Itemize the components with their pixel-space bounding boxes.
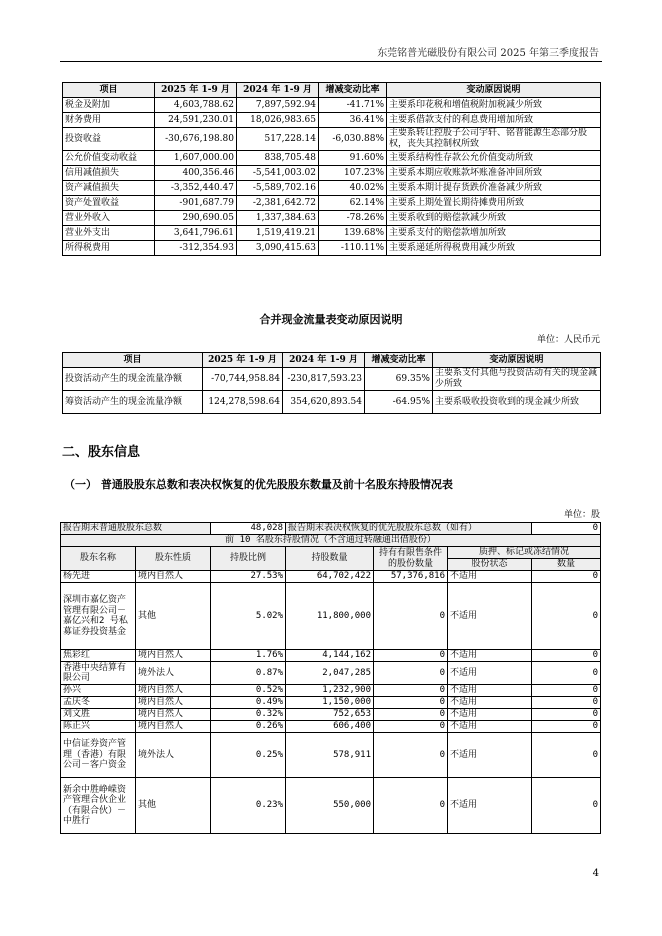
table-row [63,113,601,128]
holding-ratio: 0.26% [211,721,286,733]
holding-qty: 578,911 [286,733,374,778]
pledge-status: 不适用 [448,571,532,583]
row-label: 信用减值损失 [63,166,155,181]
restricted-qty: 0 [374,685,448,697]
change-reason: 主要系本期应收账款坏账准备冲回所致 [387,166,601,181]
summary-row [61,523,601,535]
shareholder-nature: 境内自然人 [136,685,211,697]
col-header-change-rate: 增减变动比率 [365,353,433,368]
cashflow-unit: 单位：人民币元 [536,335,600,345]
restricted-qty: 0 [374,697,448,709]
row-label: 投资收益 [63,128,155,151]
table-row [61,733,601,778]
table-row [61,685,601,697]
restricted-qty: 0 [374,662,448,685]
shareholder-nature: 其他 [136,583,211,650]
restricted-qty: 0 [374,733,448,778]
shareholder-name: 刘文胜 [61,709,136,721]
shareholder-name: 杨先进 [61,571,136,583]
value-2024: 1,337,384.63 [237,211,319,226]
holding-qty: 1,232,900 [286,685,374,697]
row-label: 资产处置收益 [63,196,155,211]
value-2024: -230,817,593.23 [283,368,365,391]
restricted-qty: 57,376,816 [374,571,448,583]
shareholders-unit: 单位：股 [563,510,600,520]
pledge-count: 0 [532,733,601,778]
shareholder-name: 深圳市嘉亿资产管理有限公司－嘉亿兴和2 号私募证券投资基金 [61,583,136,650]
section-subtitle: （一） 普通股股东总数和表决权恢复的优先股股东数量及前十名股东持股情况表 [64,478,453,491]
change-reason: 主要系收到的赔偿款减少所致 [387,211,601,226]
value-2024: -2,381,642.72 [237,196,319,211]
table-row [63,368,601,391]
col-header-qty: 持股数量 [286,547,374,571]
row-label: 资产减值损失 [63,181,155,196]
holding-ratio: 1.76% [211,650,286,662]
shareholder-nature: 境外法人 [136,733,211,778]
col-header-name: 股东名称 [61,547,136,571]
col-header-change-rate: 增减变动比率 [319,83,387,98]
restricted-qty: 0 [374,709,448,721]
table-row [63,391,601,414]
pledge-count: 0 [532,778,601,834]
pledge-count: 0 [532,650,601,662]
value-2025: 400,356.46 [155,166,237,181]
table-row [61,650,601,662]
col-header-pledge: 质押、标记或冻结情况 [448,547,601,559]
table-row [63,241,601,256]
row-label: 营业外支出 [63,226,155,241]
shareholder-nature: 境内自然人 [136,650,211,662]
table-header-row [61,547,601,559]
value-2024: 18,026,983.65 [237,113,319,128]
col-header-status: 股份状态 [448,559,532,571]
change-rate: -110.11% [319,241,387,256]
pledge-count: 0 [532,721,601,733]
holding-ratio: 0.49% [211,697,286,709]
value-2025: 1,607,000.00 [155,151,237,166]
table-header-row [63,353,601,368]
change-reason: 主要系转让控股子公司宇轩、铭普能源生态部分股权，丧失其控制权所致 [387,128,601,151]
change-reason: 主要系吸收投资收到的现金减少所致 [433,391,601,414]
table-row [63,128,601,151]
change-rate: 139.68% [319,226,387,241]
row-label: 税金及附加 [63,98,155,113]
change-rate: 36.41% [319,113,387,128]
shareholder-name: 孙兴 [61,685,136,697]
shareholder-nature: 境内自然人 [136,697,211,709]
restricted-qty: 0 [374,583,448,650]
income-changes-table [62,82,601,256]
pledge-count: 0 [532,685,601,697]
holding-qty: 64,702,422 [286,571,374,583]
holding-qty: 752,653 [286,709,374,721]
holding-ratio: 0.32% [211,709,286,721]
value-2025: -3,352,440.47 [155,181,237,196]
table-row [61,697,601,709]
change-rate: -41.71% [319,98,387,113]
col-header-2025: 2025 年 1-9 月 [203,353,283,368]
change-reason: 主要系借款支付的利息费用增加所致 [387,113,601,128]
shareholder-nature: 境内自然人 [136,571,211,583]
value-2025: 3,641,796.61 [155,226,237,241]
change-rate: -64.95% [365,391,433,414]
pledge-status: 不适用 [448,697,532,709]
pledge-status: 不适用 [448,709,532,721]
table-row [61,571,601,583]
holding-qty: 1,150,000 [286,697,374,709]
value-2025: 24,591,230.01 [155,113,237,128]
change-rate: 91.60% [319,151,387,166]
pledge-count: 0 [532,709,601,721]
value-2024: 517,228.14 [237,128,319,151]
page-header: 东莞铭普光磁股份有限公司 2025 年第三季度报告 [377,48,599,59]
value-2025: 290,690.05 [155,211,237,226]
row-label: 财务费用 [63,113,155,128]
holding-qty: 550,000 [286,778,374,834]
change-reason: 主要系本期计提存货跌价准备减少所致 [387,181,601,196]
table-header-row [63,83,601,98]
total-shareholders-label: 报告期末普通股股东总数 [61,523,211,535]
value-2025: -312,354.93 [155,241,237,256]
change-reason: 主要系支付的赔偿款增加所致 [387,226,601,241]
holding-ratio: 5.02% [211,583,286,650]
change-rate: 69.35% [365,368,433,391]
shareholder-nature: 境内自然人 [136,709,211,721]
pref-shareholders-value: 0 [532,523,601,535]
pledge-status: 不适用 [448,721,532,733]
table-row [63,166,601,181]
holding-ratio: 0.23% [211,778,286,834]
pledge-status: 不适用 [448,778,532,834]
cashflow-title: 合并现金流量表变动原因说明 [259,313,403,326]
change-rate: -78.26% [319,211,387,226]
row-label: 筹资活动产生的现金流量净额 [63,391,203,414]
pledge-status: 不适用 [448,733,532,778]
row-label: 营业外收入 [63,211,155,226]
shareholders-table [60,522,601,834]
row-label: 投资活动产生的现金流量净额 [63,368,203,391]
restricted-qty: 0 [374,778,448,834]
restricted-qty: 0 [374,721,448,733]
top10-caption: 前 10 名股东持股情况（不含通过转融通出借股份） [61,535,601,547]
change-reason: 主要系上期处置长期待摊费用所致 [387,196,601,211]
pledge-count: 0 [532,583,601,650]
col-header-restricted: 持有有限售条件的股份数量 [374,547,448,571]
holding-ratio: 0.52% [211,685,286,697]
change-reason: 主要系结构性存款公允价值变动所致 [387,151,601,166]
page-number: 4 [592,868,599,879]
holding-qty: 606,400 [286,721,374,733]
value-2024: -5,589,702.16 [237,181,319,196]
value-2025: -70,744,958.84 [203,368,283,391]
shareholder-name: 陈正兴 [61,721,136,733]
shareholder-nature: 其他 [136,778,211,834]
col-header-item: 项目 [63,83,155,98]
shareholder-name: 香港中央结算有限公司 [61,662,136,685]
row-label: 所得税费用 [63,241,155,256]
change-rate: 62.14% [319,196,387,211]
section-title: 二、股东信息 [62,445,141,460]
table-row [61,583,601,650]
col-header-reason: 变动原因说明 [387,83,601,98]
table-row [63,226,601,241]
pledge-count: 0 [532,571,601,583]
pledge-status: 不适用 [448,650,532,662]
value-2024: -5,541,003.02 [237,166,319,181]
pledge-status: 不适用 [448,685,532,697]
table-row [63,196,601,211]
table-row [63,151,601,166]
change-reason: 主要系递延所得税费用减少所致 [387,241,601,256]
change-reason: 主要系支付其他与投资活动有关的现金减少所致 [433,368,601,391]
holding-ratio: 0.25% [211,733,286,778]
col-header-2024: 2024 年 1-9 月 [283,353,365,368]
value-2024: 838,705.48 [237,151,319,166]
col-header-2025: 2025 年 1-9 月 [155,83,237,98]
col-header-item: 项目 [63,353,203,368]
value-2025: 4,603,788.62 [155,98,237,113]
col-header-nature: 股东性质 [136,547,211,571]
shareholder-name: 焦彩红 [61,650,136,662]
shareholder-name: 新余中胜峥嵘资产管理合伙企业（有限合伙）－中胜行 [61,778,136,834]
pledge-count: 0 [532,662,601,685]
col-header-count: 数量 [532,559,601,571]
value-2024: 1,519,419.21 [237,226,319,241]
total-shareholders-value: 48,028 [211,523,286,535]
caption-row [61,535,601,547]
holding-ratio: 0.87% [211,662,286,685]
table-row [61,721,601,733]
holding-qty: 11,800,000 [286,583,374,650]
cashflow-changes-table [62,352,601,414]
shareholder-nature: 境内自然人 [136,721,211,733]
change-reason: 主要系印花税和增值税附加税减少所致 [387,98,601,113]
value-2024: 354,620,893.54 [283,391,365,414]
row-label: 公允价值变动收益 [63,151,155,166]
value-2025: -30,676,198.80 [155,128,237,151]
change-rate: 107.23% [319,166,387,181]
shareholder-name: 中信证券资产管理（香港）有限公司－客户资金 [61,733,136,778]
value-2024: 3,090,415.63 [237,241,319,256]
shareholder-name: 孟庆冬 [61,697,136,709]
value-2025: -901,687.79 [155,196,237,211]
table-row [63,211,601,226]
holding-qty: 4,144,162 [286,650,374,662]
table-row [63,98,601,113]
holding-ratio: 27.53% [211,571,286,583]
col-header-2024: 2024 年 1-9 月 [237,83,319,98]
col-header-reason: 变动原因说明 [433,353,601,368]
shareholder-nature: 境外法人 [136,662,211,685]
pledge-count: 0 [532,697,601,709]
change-rate: -6,030.88% [319,128,387,151]
header-rule [60,61,602,62]
col-header-ratio: 持股比例 [211,547,286,571]
table-row [61,709,601,721]
pref-shareholders-label: 报告期末表决权恢复的优先股股东总数（如有） [286,523,532,535]
pledge-status: 不适用 [448,583,532,650]
value-2024: 7,897,592.94 [237,98,319,113]
restricted-qty: 0 [374,650,448,662]
table-row [63,181,601,196]
holding-qty: 2,047,285 [286,662,374,685]
change-rate: 40.02% [319,181,387,196]
value-2025: 124,278,598.64 [203,391,283,414]
table-row [61,778,601,834]
table-row [61,662,601,685]
pledge-status: 不适用 [448,662,532,685]
